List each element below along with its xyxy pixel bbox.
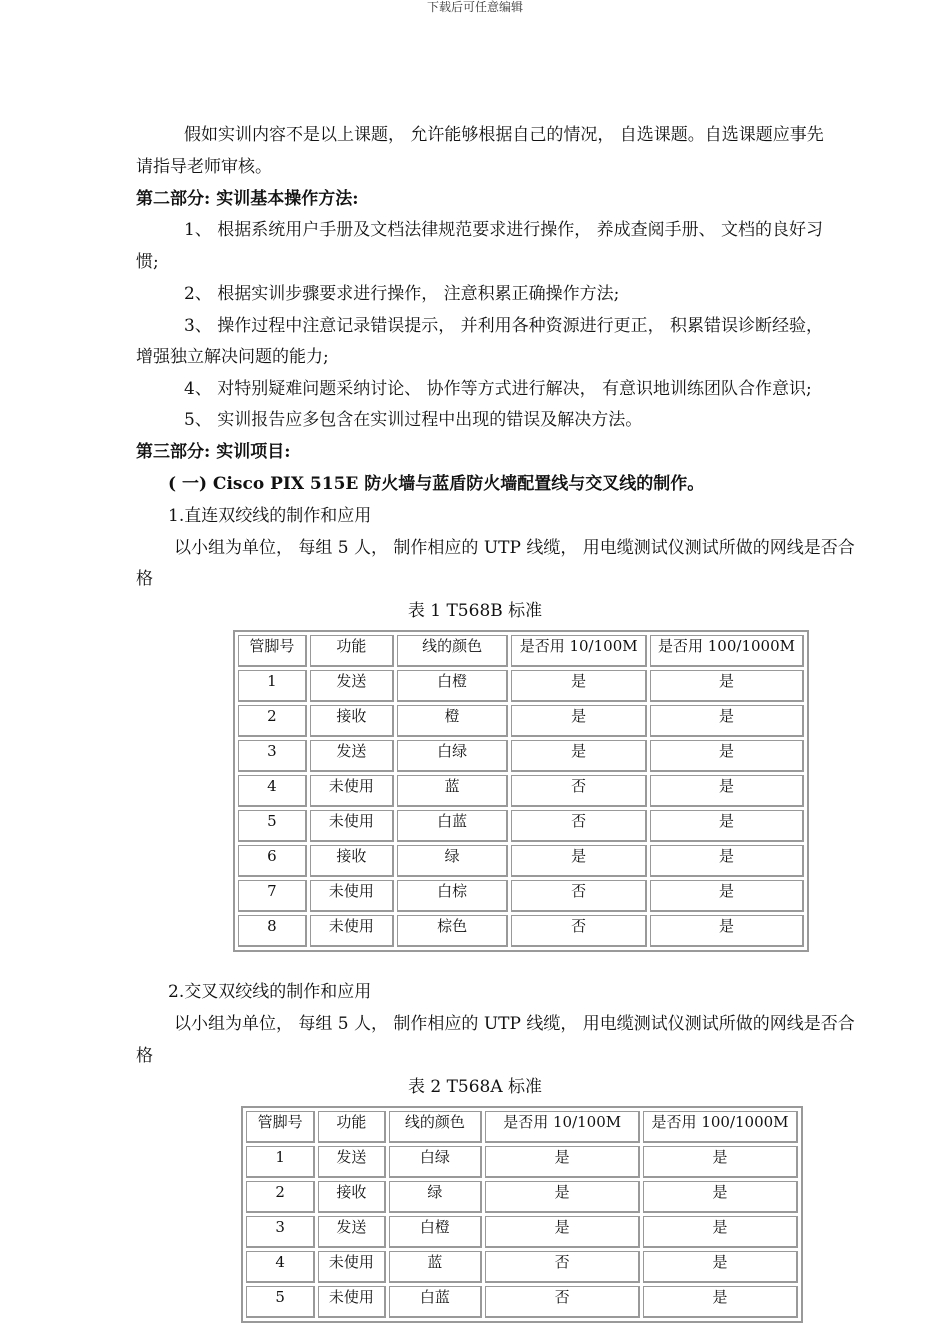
- header-cell: 是否用 100/1000M: [643, 1111, 798, 1143]
- table-cell: 橙: [397, 705, 508, 737]
- section1-line1: 以小组为单位， 每组 5 人， 制作相应的 UTP 线缆， 用电缆测试仪测试所做的网线是否合: [174, 538, 855, 558]
- header-cell: 是否用 10/100M: [511, 635, 647, 667]
- part2-item1-line2: 惯;: [136, 252, 159, 272]
- table-row: [238, 740, 804, 772]
- table-row: [238, 845, 804, 877]
- table-cell: 未使用: [310, 880, 394, 912]
- para1-line1: 假如实训内容不是以上课题， 允许能够根据自己的情况， 自选课题。自选课题应事先: [184, 125, 824, 145]
- table-cell: 是: [650, 705, 804, 737]
- part2-item3-line2: 增强独立解决问题的能力;: [136, 347, 329, 367]
- table1-body: [238, 635, 804, 947]
- table-cell: 绿: [397, 845, 508, 877]
- page-header: 下载后可任意编辑: [426, 0, 523, 14]
- table2-caption: 表 2 T568A 标准: [407, 1077, 543, 1097]
- table-cell: 是: [650, 845, 804, 877]
- table-cell: 未使用: [310, 915, 394, 947]
- table-cell: 白绿: [397, 740, 508, 772]
- header-cell: 是否用 100/1000M: [650, 635, 804, 667]
- table-cell: 7: [238, 880, 307, 912]
- table-cell: 是: [643, 1216, 798, 1248]
- table-cell: 是: [485, 1181, 640, 1213]
- table-row: [238, 775, 804, 807]
- section1-line2: 格: [136, 569, 153, 589]
- table-cell: 是: [485, 1146, 640, 1178]
- header-cell: 是否用 10/100M: [485, 1111, 640, 1143]
- table1: [233, 630, 809, 952]
- table-cell: 蓝: [397, 775, 508, 807]
- table-row: [246, 1181, 798, 1213]
- table-row: [238, 705, 804, 737]
- table-cell: 4: [246, 1251, 315, 1283]
- table-row: [246, 1251, 798, 1283]
- table-cell: 接收: [310, 705, 394, 737]
- header-cell: 功能: [310, 635, 394, 667]
- table-cell: 是: [650, 775, 804, 807]
- table-cell: 白橙: [389, 1216, 483, 1248]
- table-cell: 是: [650, 880, 804, 912]
- table-cell: 未使用: [310, 810, 394, 842]
- table-cell: 白绿: [389, 1146, 483, 1178]
- table-cell: 6: [238, 845, 307, 877]
- section2-title: 2.交叉双绞线的制作和应用: [168, 982, 372, 1002]
- header-cell: 线的颜色: [397, 635, 508, 667]
- table-cell: 是: [650, 915, 804, 947]
- table-cell: 是: [643, 1251, 798, 1283]
- table2-body: [246, 1111, 798, 1318]
- table-cell: 是: [643, 1146, 798, 1178]
- table-cell: 4: [238, 775, 307, 807]
- table-cell: 蓝: [389, 1251, 483, 1283]
- section2-line2: 格: [136, 1046, 153, 1066]
- table-cell: 是: [650, 810, 804, 842]
- part3-sub1: ( 一) Cisco PIX 515E 防火墙与蓝盾防火墙配置线与交叉线的制作。: [168, 474, 705, 494]
- table-cell: 否: [511, 915, 647, 947]
- table-cell: 是: [511, 705, 647, 737]
- header-cell: 功能: [318, 1111, 385, 1143]
- table-cell: 1: [246, 1146, 315, 1178]
- table-row: [238, 670, 804, 702]
- table-cell: 否: [511, 810, 647, 842]
- table-cell: 否: [511, 775, 647, 807]
- table-cell: 否: [511, 880, 647, 912]
- part2-item3-line1: 3、 操作过程中注意记录错误提示， 并利用各种资源进行更正， 积累错误诊断经验，: [184, 316, 824, 336]
- table-cell: 未使用: [318, 1286, 385, 1318]
- table-cell: 绿: [389, 1181, 483, 1213]
- table2: [241, 1106, 803, 1323]
- table-cell: 发送: [318, 1216, 385, 1248]
- table-cell: 否: [485, 1251, 640, 1283]
- section2-line1: 以小组为单位， 每组 5 人， 制作相应的 UTP 线缆， 用电缆测试仪测试所做的网线是否合: [174, 1014, 855, 1034]
- table-cell: 白蓝: [397, 810, 508, 842]
- header-cell: 管脚号: [246, 1111, 315, 1143]
- table-cell: 是: [643, 1181, 798, 1213]
- section1-title: 1.直连双绞线的制作和应用: [168, 506, 372, 526]
- header-cell: 管脚号: [238, 635, 307, 667]
- table-cell: 2: [246, 1181, 315, 1213]
- table-cell: 白橙: [397, 670, 508, 702]
- table-cell: 2: [238, 705, 307, 737]
- table-cell: 未使用: [310, 775, 394, 807]
- table-cell: 1: [238, 670, 307, 702]
- table-cell: 是: [511, 845, 647, 877]
- table-cell: 是: [650, 740, 804, 772]
- table-cell: 3: [246, 1216, 315, 1248]
- part2-item4: 4、 对特别疑难问题采纳讨论、 协作等方式进行解决， 有意识地训练团队合作意识;: [184, 379, 812, 399]
- table-cell: 否: [485, 1286, 640, 1318]
- table-header-row: [238, 635, 804, 667]
- part3-heading: 第三部分: 实训项目:: [136, 442, 291, 462]
- part2-item2: 2、 根据实训步骤要求进行操作， 注意积累正确操作方法;: [184, 284, 620, 304]
- table-cell: 8: [238, 915, 307, 947]
- table-cell: 是: [485, 1216, 640, 1248]
- table-header-row: [246, 1111, 798, 1143]
- table-cell: 白蓝: [389, 1286, 483, 1318]
- table-row: [238, 915, 804, 947]
- part2-item5: 5、 实训报告应多包含在实训过程中出现的错误及解决方法。: [184, 410, 643, 430]
- table-cell: 是: [650, 670, 804, 702]
- table-cell: 是: [511, 670, 647, 702]
- table-cell: 发送: [310, 670, 394, 702]
- part2-item1-line1: 1、 根据系统用户手册及文档法律规范要求进行操作， 养成查阅手册、 文档的良好习: [184, 220, 824, 240]
- table-row: [246, 1146, 798, 1178]
- table1-caption: 表 1 T568B 标准: [407, 601, 543, 621]
- table-cell: 发送: [310, 740, 394, 772]
- table-cell: 发送: [318, 1146, 385, 1178]
- table-cell: 棕色: [397, 915, 508, 947]
- table-cell: 白棕: [397, 880, 508, 912]
- header-cell: 线的颜色: [389, 1111, 483, 1143]
- table-cell: 接收: [310, 845, 394, 877]
- table-row: [246, 1286, 798, 1318]
- table-row: [238, 810, 804, 842]
- table-cell: 是: [643, 1286, 798, 1318]
- table-cell: 5: [238, 810, 307, 842]
- table-row: [246, 1216, 798, 1248]
- part2-heading: 第二部分: 实训基本操作方法:: [136, 189, 359, 209]
- table-row: [238, 880, 804, 912]
- table-cell: 3: [238, 740, 307, 772]
- table-cell: 5: [246, 1286, 315, 1318]
- para1-line2: 请指导老师审核。: [136, 157, 272, 177]
- table-cell: 是: [511, 740, 647, 772]
- table-cell: 未使用: [318, 1251, 385, 1283]
- table-cell: 接收: [318, 1181, 385, 1213]
